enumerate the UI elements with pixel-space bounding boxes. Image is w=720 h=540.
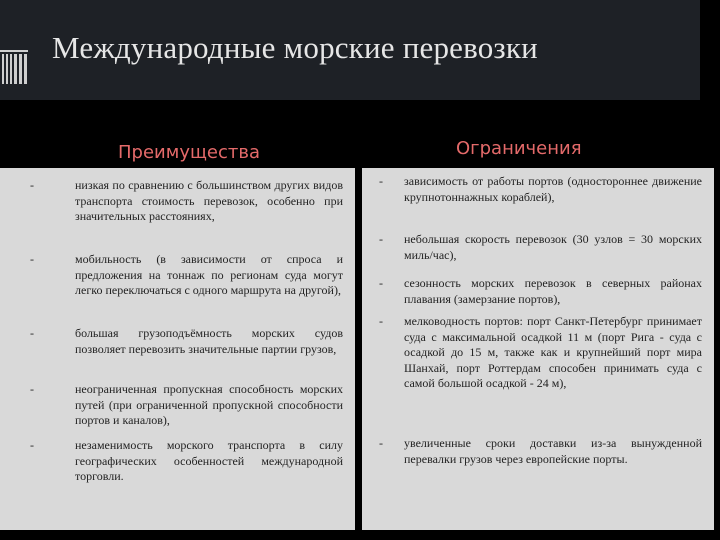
bullet-dash: - [379,314,383,328]
bullet-dash: - [30,382,34,396]
list-item [379,232,702,263]
advantages-heading: Преимущества [118,142,261,163]
bullet-dash: - [379,174,383,188]
bullet-dash: - [379,276,383,290]
title-bar [0,0,700,100]
bullet-dash: - [379,436,383,450]
advantages-panel [0,168,355,530]
list-item [30,252,343,299]
limitation-text: увеличенные сроки доставки из-за вынужденной перевалки грузов через европейские порты. [404,436,702,466]
list-item [379,276,702,307]
page-title: Международные морские перевозки [52,30,538,65]
list-item [30,438,343,485]
limitation-text: небольшая скорость перевозок (30 узлов = 30 морских миль/час), [404,232,702,262]
advantage-text: большая грузоподъёмность морских судов позволяет перевозить значительные партии грузов, [75,326,343,356]
bullet-dash: - [379,232,383,246]
list-item [379,174,702,205]
advantage-text: незаменимость морского транспорта в силу географических особенностей международной торговли. [75,438,343,483]
limitation-text: мелководность портов: порт Санкт-Петербург принимает суда с максимальной осадкой 11 м (порт Рига - суда с осадкой до 15 м, также как и крупнейший порт мира Шанхай, порт Роттердам способен принимать суда с самой большой осадкой - 24 м), [404,314,702,390]
list-item [30,178,343,225]
limitation-text: зависимость от работы портов (одностороннее движение крупнотоннажных кораблей), [404,174,702,204]
advantage-text: мобильность (в зависимости от спроса и предложения на тоннаж по регионам суда могут легко переключаться с одного маршрута на другой), [75,252,343,297]
advantage-text: неограниченная пропускная способность морских путей (при ограниченной пропускной способности портов и каналов), [75,382,343,427]
limitations-heading: Ограничения [456,138,582,159]
bullet-dash: - [30,252,34,266]
list-item [30,326,343,357]
bullet-dash: - [30,326,34,340]
decorative-stripes-icon [0,46,28,96]
bullet-dash: - [30,438,34,452]
advantage-text: низкая по сравнению с большинством других видов транспорта стоимость перевозок, особенно при значительных расстояниях, [75,178,343,223]
limitations-panel [362,168,714,530]
bullet-dash: - [30,178,34,192]
list-item [30,382,343,429]
list-item [379,314,702,392]
limitation-text: сезонность морских перевозок в северных районах плавания (замерзание портов), [404,276,702,306]
list-item [379,436,702,467]
